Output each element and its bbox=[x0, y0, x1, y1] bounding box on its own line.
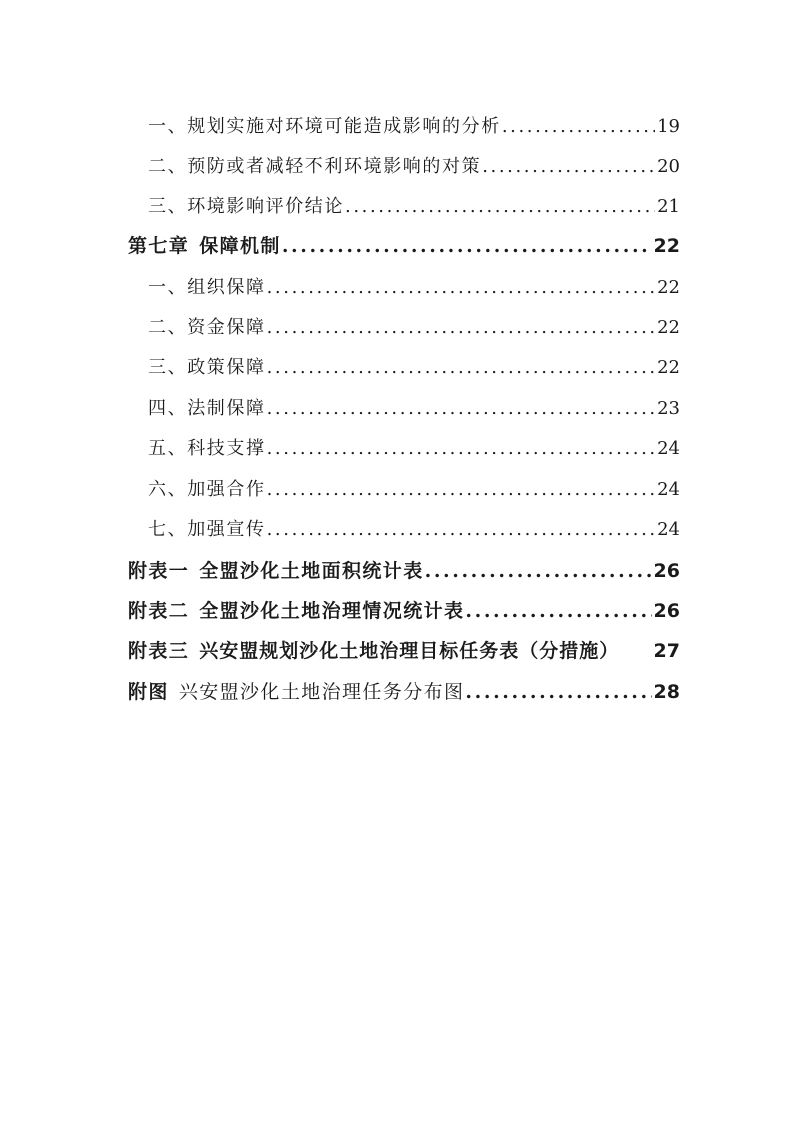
toc-page-number: 24 bbox=[657, 438, 680, 459]
toc-dot-leader bbox=[267, 519, 655, 540]
toc-dot-leader bbox=[267, 398, 655, 419]
toc-entry-prefix: 第七章 bbox=[128, 235, 190, 257]
toc-entry-heading: 兴安盟规划沙化土地治理目标任务表（分措施） bbox=[199, 640, 620, 662]
toc-entry-cooperation[interactable] bbox=[148, 475, 680, 501]
toc-page-number: 26 bbox=[653, 600, 680, 622]
toc-entry-publicity[interactable] bbox=[148, 515, 680, 541]
toc-entry-prefix: 附表一 bbox=[128, 560, 190, 582]
toc-entry-funding[interactable] bbox=[148, 313, 680, 339]
toc-entry-env-impact-analysis[interactable] bbox=[148, 112, 680, 138]
toc-entry-title: 三、政策保障 bbox=[148, 357, 266, 378]
toc-entry-title: 一、规划实施对环境可能造成影响的分析 bbox=[148, 116, 501, 137]
toc-entry-heading: 全盟沙化土地治理情况统计表 bbox=[199, 600, 465, 622]
toc-entry-title: 一、组织保障 bbox=[148, 277, 266, 298]
toc-entry-appendix-map[interactable] bbox=[128, 677, 680, 704]
toc-entry-appendix-table-3[interactable] bbox=[128, 636, 680, 663]
toc-dot-leader bbox=[465, 600, 651, 622]
toc-page-number: 20 bbox=[657, 156, 680, 177]
toc-entry-science-tech[interactable] bbox=[148, 434, 680, 460]
toc-entry-prefix: 附图 bbox=[128, 681, 169, 703]
toc-entry-prefix: 附表二 bbox=[128, 600, 190, 622]
toc-entry-title: 四、法制保障 bbox=[148, 398, 266, 419]
toc-dot-leader bbox=[267, 479, 655, 500]
toc-entry-title bbox=[128, 677, 464, 704]
toc-entry-title: 七、加强宣传 bbox=[148, 519, 266, 540]
toc-page-number: 22 bbox=[657, 357, 680, 378]
toc-dot-leader bbox=[425, 560, 652, 582]
toc-page-number: 26 bbox=[653, 560, 680, 582]
toc-entry-title bbox=[128, 231, 281, 258]
toc-page-number: 28 bbox=[653, 681, 680, 703]
toc-dot-leader bbox=[482, 156, 655, 177]
toc-entry-prefix: 附表三 bbox=[128, 640, 190, 662]
toc-page-number: 23 bbox=[657, 398, 680, 419]
toc-entry-title: 五、科技支撑 bbox=[148, 438, 266, 459]
toc-dot-leader bbox=[465, 681, 651, 703]
toc-page-number: 21 bbox=[657, 196, 680, 217]
toc-entry-title: 二、预防或者减轻不利环境影响的对策 bbox=[148, 156, 482, 177]
toc-entry-heading: 全盟沙化土地面积统计表 bbox=[199, 560, 424, 582]
toc-dot-leader bbox=[282, 235, 652, 257]
toc-dot-leader bbox=[267, 357, 655, 378]
toc-page-number: 22 bbox=[657, 277, 680, 298]
toc-entry-chapter-7[interactable] bbox=[128, 231, 680, 258]
toc-entry-appendix-table-2[interactable] bbox=[128, 596, 680, 623]
toc-page-number: 24 bbox=[657, 519, 680, 540]
toc-entry-env-assessment-conclusion[interactable] bbox=[148, 192, 680, 218]
toc-entry-appendix-table-1[interactable] bbox=[128, 556, 680, 583]
toc-entry-title bbox=[128, 556, 424, 583]
toc-dot-leader bbox=[267, 317, 655, 338]
toc-dot-leader bbox=[267, 277, 655, 298]
toc-entry-title: 六、加强合作 bbox=[148, 479, 266, 500]
toc-entry-title bbox=[128, 596, 464, 623]
toc-page-number: 19 bbox=[657, 116, 680, 137]
toc-entry-title: 三、环境影响评价结论 bbox=[148, 196, 344, 217]
toc-entry-organization[interactable] bbox=[148, 273, 680, 299]
toc-page-number: 27 bbox=[653, 640, 680, 662]
toc-dot-leader bbox=[345, 196, 655, 217]
toc-entry-legal[interactable] bbox=[148, 394, 680, 420]
toc-page-number: 22 bbox=[657, 317, 680, 338]
toc-page-number: 22 bbox=[653, 235, 680, 257]
toc-entry-mitigation-measures[interactable] bbox=[148, 152, 680, 178]
toc-entry-title: 二、资金保障 bbox=[148, 317, 266, 338]
toc-entry-policy[interactable] bbox=[148, 353, 680, 379]
toc-dot-leader bbox=[502, 116, 655, 137]
toc-entry-heading: 兴安盟沙化土地治理任务分布图 bbox=[178, 681, 465, 703]
toc-entry-title bbox=[128, 636, 654, 663]
toc-dot-leader bbox=[267, 438, 655, 459]
toc-page-number: 24 bbox=[657, 479, 680, 500]
toc-entry-heading: 保障机制 bbox=[199, 235, 281, 257]
